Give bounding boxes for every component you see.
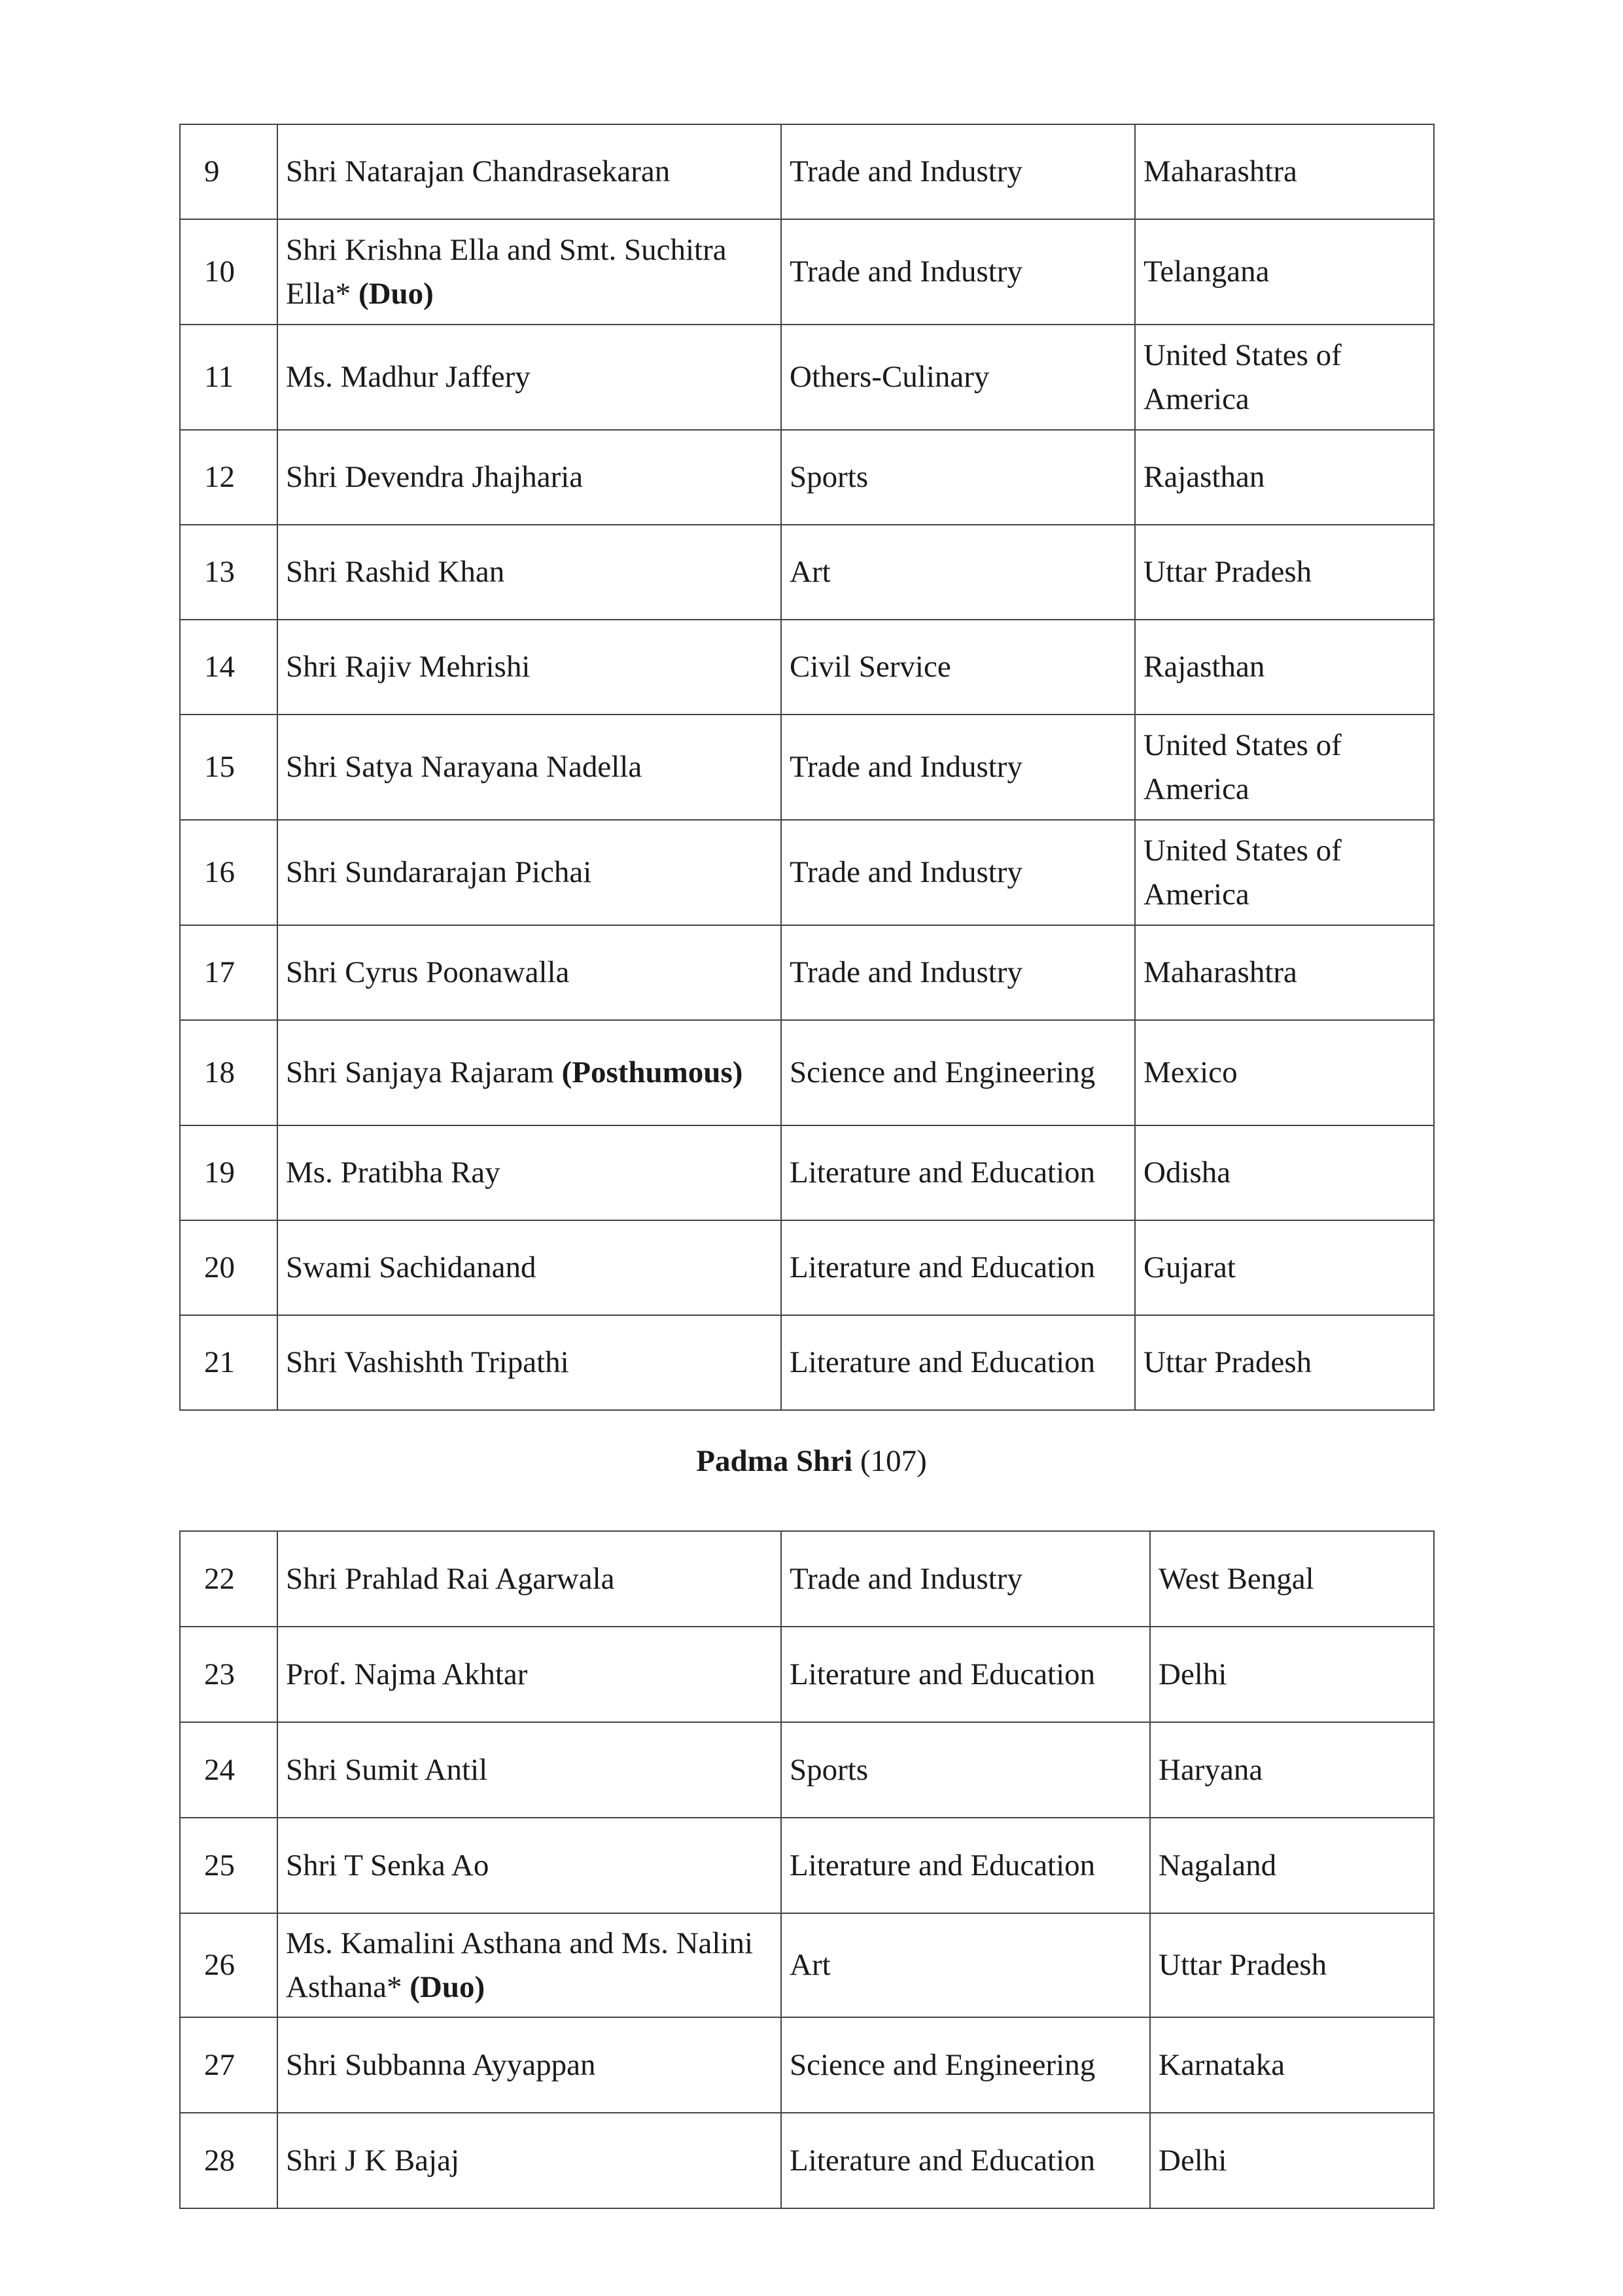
- table-row: [180, 925, 1434, 1020]
- state-country: Mexico: [1135, 1020, 1434, 1125]
- table-row: [180, 1531, 1434, 1627]
- table-row: [180, 620, 1434, 715]
- table-row: [180, 124, 1434, 219]
- section-count: (107): [860, 1444, 927, 1478]
- serial-number: 9: [180, 124, 277, 219]
- field-of-work: Sports: [781, 1722, 1150, 1818]
- field-of-work: Civil Service: [781, 620, 1135, 715]
- serial-number: 23: [180, 1627, 277, 1722]
- field-of-work: Trade and Industry: [781, 219, 1135, 325]
- awardee-name: Ms. Kamalini Asthana and Ms. Nalini Asthana* (Duo): [277, 1913, 781, 2017]
- serial-number: 17: [180, 925, 277, 1020]
- serial-number: 10: [180, 219, 277, 325]
- table-row: [180, 2113, 1434, 2208]
- awardee-name: Shri Sumit Antil: [277, 1722, 781, 1818]
- field-of-work: Literature and Education: [781, 1125, 1135, 1220]
- table-row: [180, 1722, 1434, 1818]
- serial-number: 24: [180, 1722, 277, 1818]
- awardee-name: Prof. Najma Akhtar: [277, 1627, 781, 1722]
- serial-number: 11: [180, 325, 277, 430]
- serial-number: 13: [180, 525, 277, 620]
- state-country: Uttar Pradesh: [1135, 1315, 1434, 1410]
- awardees-table-padma-shri: [179, 1530, 1435, 2209]
- table-row: [180, 1913, 1434, 2017]
- awardees-table-padma-bhushan: [179, 124, 1435, 1411]
- field-of-work: Trade and Industry: [781, 1531, 1150, 1627]
- state-country: Delhi: [1150, 2113, 1434, 2208]
- state-country: Uttar Pradesh: [1150, 1913, 1434, 2017]
- awardee-name: Swami Sachidanand: [277, 1220, 781, 1315]
- state-country: United States of America: [1135, 715, 1434, 820]
- field-of-work: Literature and Education: [781, 1818, 1150, 1913]
- state-country: Odisha: [1135, 1125, 1434, 1220]
- awardee-name: Shri Cyrus Poonawalla: [277, 925, 781, 1020]
- table-row: [180, 1125, 1434, 1220]
- field-of-work: Science and Engineering: [781, 1020, 1135, 1125]
- table-row: [180, 430, 1434, 525]
- serial-number: 27: [180, 2017, 277, 2113]
- section-title: Padma Shri: [696, 1444, 853, 1478]
- awardee-name: Shri Rajiv Mehrishi: [277, 620, 781, 715]
- field-of-work: Sports: [781, 430, 1135, 525]
- serial-number: 21: [180, 1315, 277, 1410]
- table-row: [180, 1020, 1434, 1125]
- state-country: United States of America: [1135, 820, 1434, 925]
- field-of-work: Literature and Education: [781, 2113, 1150, 2208]
- awardee-name: Shri T Senka Ao: [277, 1818, 781, 1913]
- field-of-work: Others-Culinary: [781, 325, 1135, 430]
- awardee-name: Shri Sanjaya Rajaram (Posthumous): [277, 1020, 781, 1125]
- serial-number: 28: [180, 2113, 277, 2208]
- table-row: [180, 1627, 1434, 1722]
- table-row: [180, 1315, 1434, 1410]
- serial-number: 22: [180, 1531, 277, 1627]
- state-country: Karnataka: [1150, 2017, 1434, 2113]
- serial-number: 16: [180, 820, 277, 925]
- section-heading-padma-shri: [0, 1439, 1623, 1483]
- awardee-name: Shri J K Bajaj: [277, 2113, 781, 2208]
- field-of-work: Art: [781, 525, 1135, 620]
- field-of-work: Trade and Industry: [781, 715, 1135, 820]
- awardee-name: Shri Sundararajan Pichai: [277, 820, 781, 925]
- serial-number: 20: [180, 1220, 277, 1315]
- serial-number: 26: [180, 1913, 277, 2017]
- field-of-work: Literature and Education: [781, 1627, 1150, 1722]
- field-of-work: Science and Engineering: [781, 2017, 1150, 2113]
- table-row: [180, 715, 1434, 820]
- state-country: Rajasthan: [1135, 430, 1434, 525]
- awardee-name: Shri Krishna Ella and Smt. Suchitra Ella* (Duo): [277, 219, 781, 325]
- state-country: United States of America: [1135, 325, 1434, 430]
- state-country: Delhi: [1150, 1627, 1434, 1722]
- field-of-work: Art: [781, 1913, 1150, 2017]
- field-of-work: Literature and Education: [781, 1220, 1135, 1315]
- table-row: [180, 219, 1434, 325]
- state-country: Maharashtra: [1135, 925, 1434, 1020]
- state-country: Gujarat: [1135, 1220, 1434, 1315]
- state-country: Haryana: [1150, 1722, 1434, 1818]
- serial-number: 15: [180, 715, 277, 820]
- serial-number: 12: [180, 430, 277, 525]
- field-of-work: Literature and Education: [781, 1315, 1135, 1410]
- table-row: [180, 525, 1434, 620]
- state-country: Telangana: [1135, 219, 1434, 325]
- state-country: Rajasthan: [1135, 620, 1434, 715]
- awardee-name: Shri Subbanna Ayyappan: [277, 2017, 781, 2113]
- table-row: [180, 1818, 1434, 1913]
- table-row: [180, 2017, 1434, 2113]
- awardee-name: Shri Devendra Jhajharia: [277, 430, 781, 525]
- state-country: Maharashtra: [1135, 124, 1434, 219]
- table-row: [180, 325, 1434, 430]
- awardee-name: Shri Vashishth Tripathi: [277, 1315, 781, 1410]
- table-row: [180, 820, 1434, 925]
- awardee-name: Ms. Madhur Jaffery: [277, 325, 781, 430]
- awardee-name: Shri Prahlad Rai Agarwala: [277, 1531, 781, 1627]
- table-row: [180, 1220, 1434, 1315]
- state-country: West Bengal: [1150, 1531, 1434, 1627]
- field-of-work: Trade and Industry: [781, 925, 1135, 1020]
- serial-number: 25: [180, 1818, 277, 1913]
- serial-number: 19: [180, 1125, 277, 1220]
- awardee-name: Shri Rashid Khan: [277, 525, 781, 620]
- awardee-name: Shri Natarajan Chandrasekaran: [277, 124, 781, 219]
- field-of-work: Trade and Industry: [781, 124, 1135, 219]
- serial-number: 14: [180, 620, 277, 715]
- serial-number: 18: [180, 1020, 277, 1125]
- state-country: Uttar Pradesh: [1135, 525, 1434, 620]
- field-of-work: Trade and Industry: [781, 820, 1135, 925]
- awardee-name: Ms. Pratibha Ray: [277, 1125, 781, 1220]
- awardee-name: Shri Satya Narayana Nadella: [277, 715, 781, 820]
- state-country: Nagaland: [1150, 1818, 1434, 1913]
